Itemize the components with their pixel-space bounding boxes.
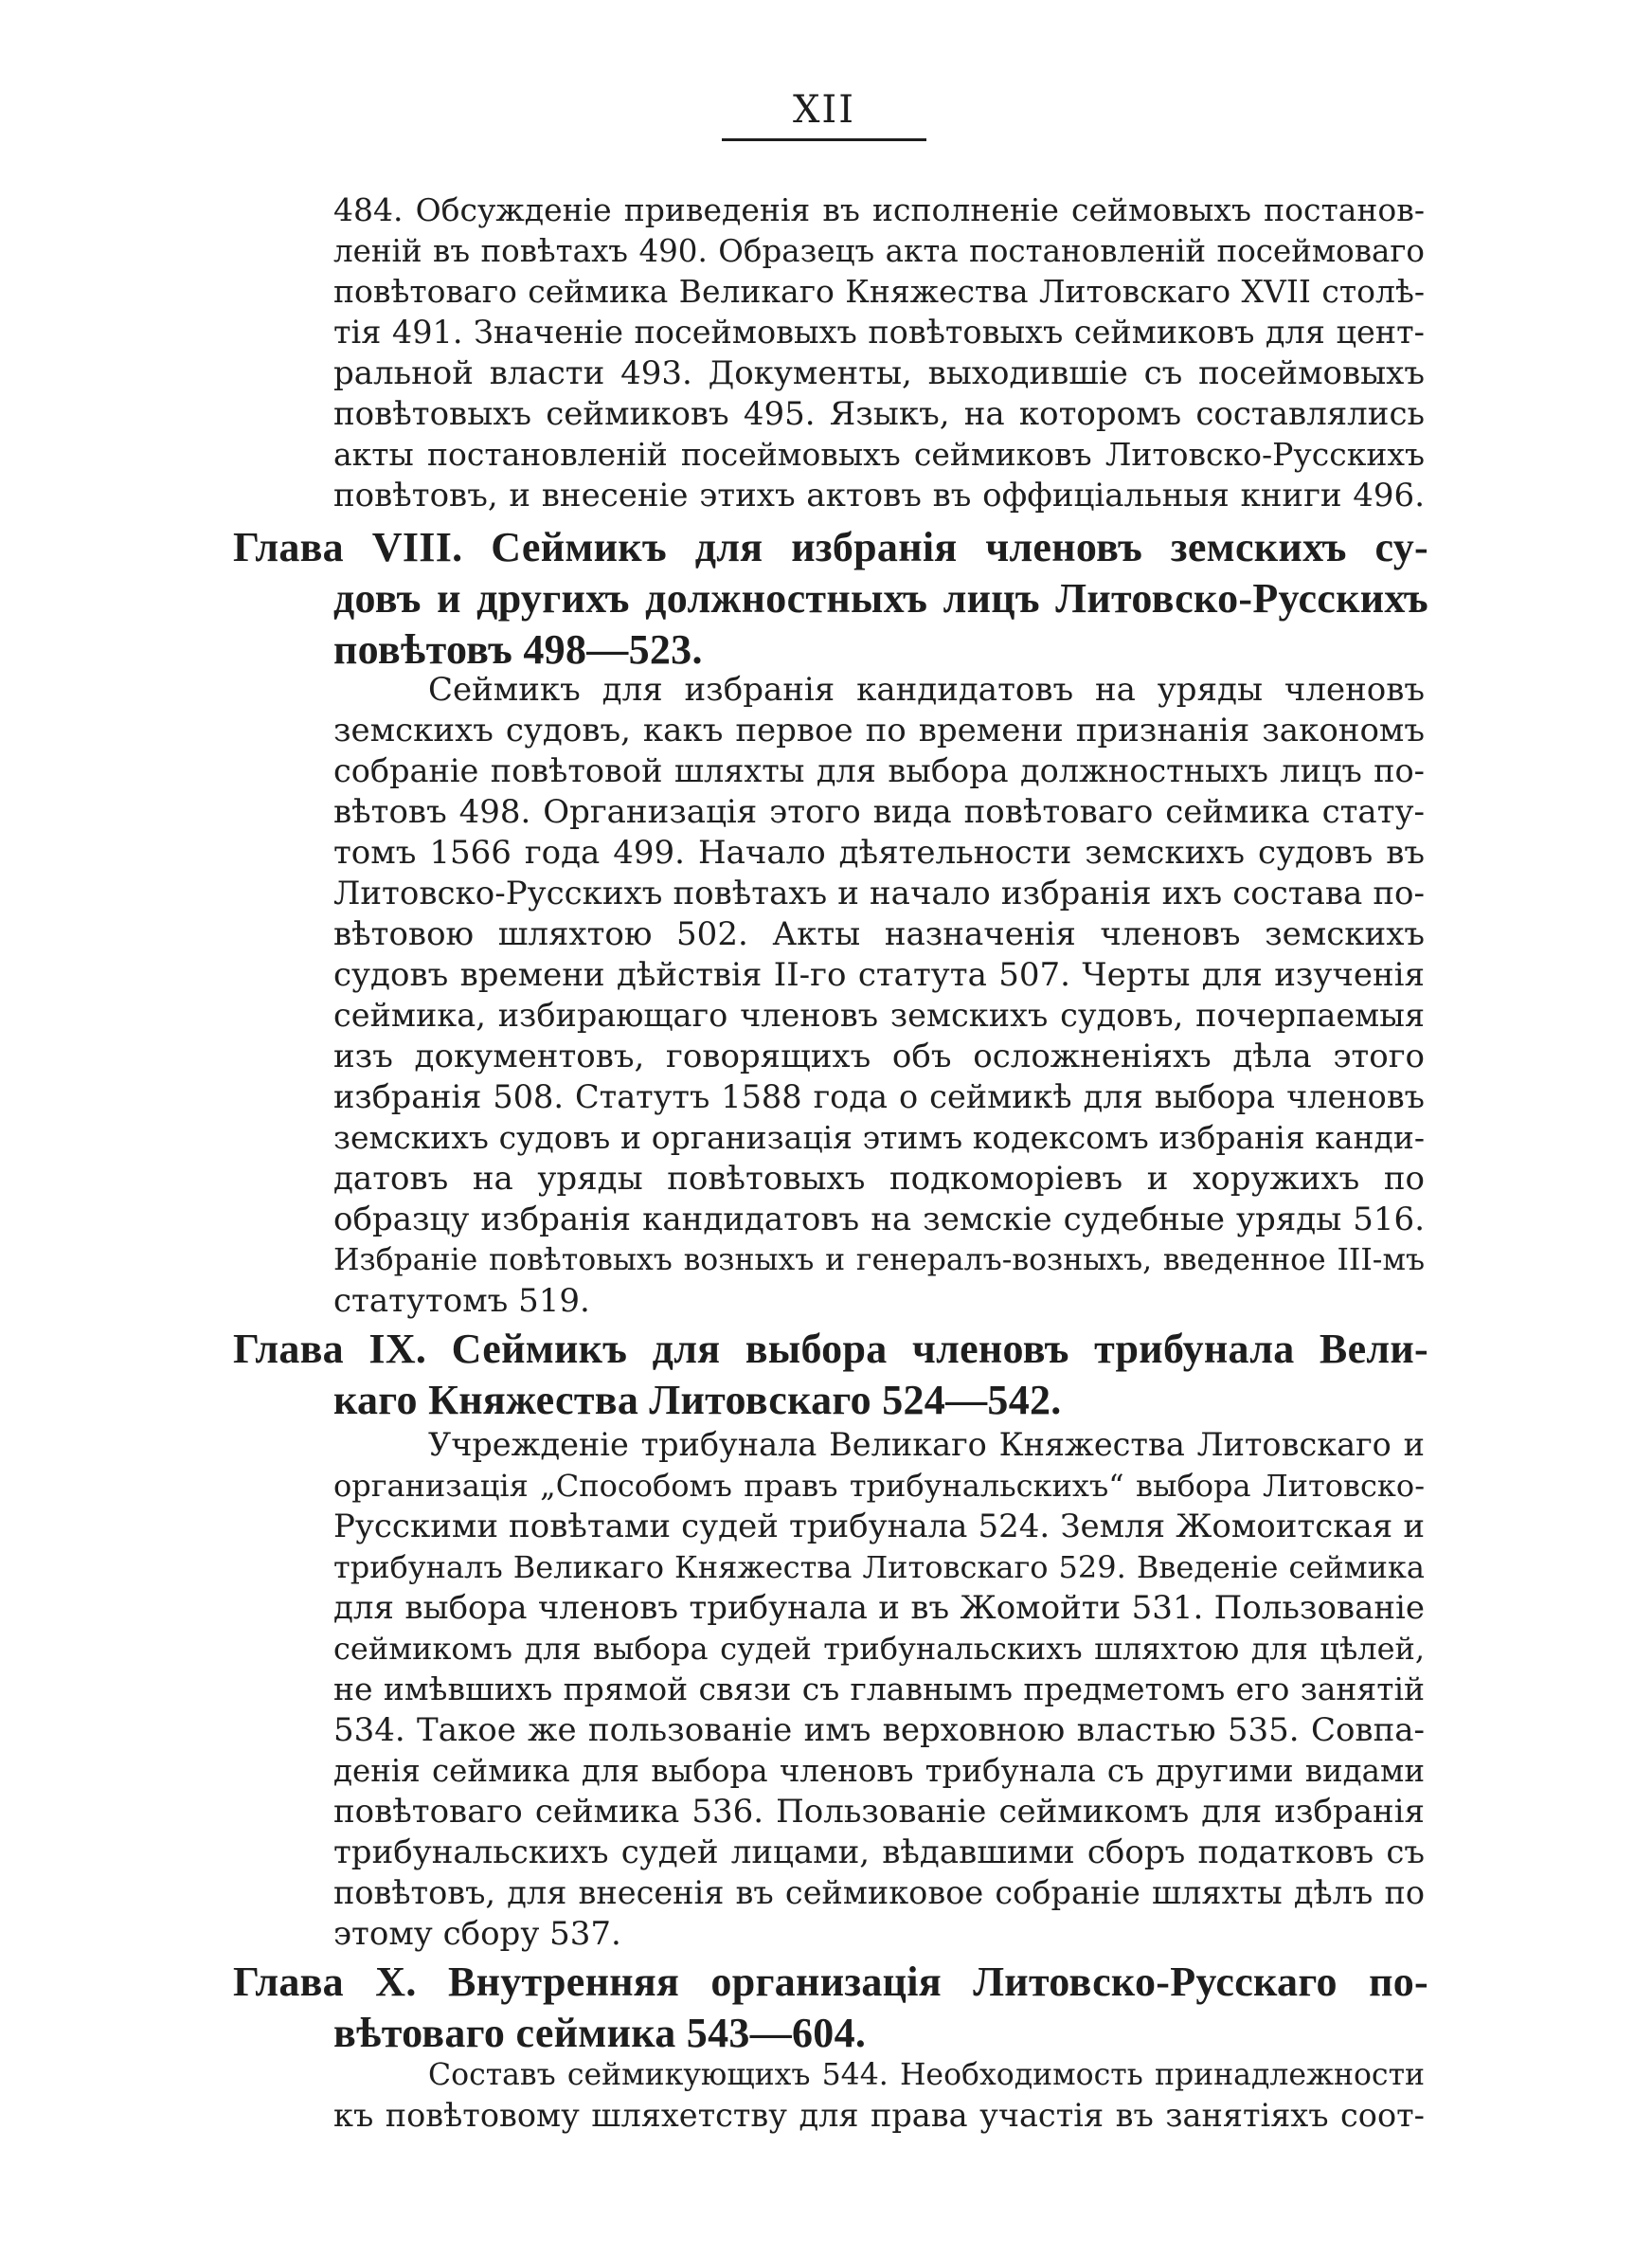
chapter-10-heading: вѣтоваго сеймика 543—604.	[333, 2010, 867, 2056]
body-line: изъ документовъ, говорящихъ объ осложненіяхъ дѣла этого	[333, 1038, 1425, 1075]
body-line: трибуналъ Великаго Княжества Литовскаго 529. Введеніе сеймика	[333, 1549, 1425, 1585]
body-line: денія сеймика для выбора членовъ трибунала съ другими видами	[333, 1753, 1425, 1789]
body-line: Избраніе повѣтовыхъ возныхъ и генералъ-возныхъ, введенное III-мъ	[333, 1243, 1425, 1277]
chapter-9-heading: каго Княжества Литовскаго 524—542.	[333, 1377, 1062, 1423]
chapter-8-heading: повѣтовъ 498—523.	[333, 626, 703, 673]
body-line: томъ 1566 года 499. Начало дѣятельности земскихъ судовъ въ	[333, 834, 1425, 872]
body-line: организація „Способомъ правъ трибунальскихъ“ выбора Литовско-	[333, 1468, 1425, 1504]
body-line: не имѣвшихъ прямой связи съ главнымъ предметомъ его занятій	[333, 1670, 1425, 1707]
body-line: Сеймикъ для избранія кандидатовъ на уряды членовъ	[428, 671, 1425, 709]
body-line: трибунальскихъ судей лицами, вѣдавшими сборъ податковъ съ	[333, 1833, 1425, 1871]
body-line: Составъ сеймикующихъ 544. Необходимость принадлежности	[428, 2058, 1425, 2092]
body-line: этому сбору 537.	[333, 1915, 621, 1953]
chapter-10-heading: Глава X. Внутренняя организація Литовско-Русскаго по-	[233, 1959, 1428, 2005]
body-line: къ повѣтовому шляхетству для права участія въ занятіяхъ соот-	[333, 2097, 1425, 2134]
chapter-9-heading: Глава IX. Сеймикъ для выбора членовъ трибунала Вели-	[233, 1326, 1428, 1372]
body-line: 484. Обсужденіе приведенія въ исполненіе сеймовыхъ постанов-	[333, 191, 1425, 228]
body-line: образцу избранія кандидатовъ на земскіе судебные уряды 516.	[333, 1201, 1425, 1238]
body-line: повѣтовъ, и внесеніе этихъ актовъ въ оффиціальныя книги 496.	[333, 477, 1425, 515]
page-number: XII	[792, 88, 856, 132]
body-line: Русскими повѣтами судей трибунала 524. Земля Жомоитская и	[333, 1508, 1425, 1545]
body-line: тія 491. Значеніе посеймовыхъ повѣтовыхъ сеймиковъ для цент-	[333, 314, 1425, 351]
body-line: повѣтовыхъ сеймиковъ 495. Языкъ, на которомъ составлялись	[333, 395, 1425, 433]
body-line: леній въ повѣтахъ 490. Образецъ акта постановленій посеймоваго	[333, 233, 1425, 269]
body-line: земскихъ судовъ, какъ первое по времени признанія закономъ	[333, 712, 1425, 749]
body-line: ральной власти 493. Документы, выходившіе съ посеймовыхъ	[333, 354, 1425, 392]
body-line: собраніе повѣтовой шляхты для выбора должностныхъ лицъ по-	[333, 752, 1425, 789]
body-line: судовъ времени дѣйствія II-го статута 507. Черты для изученія	[333, 956, 1425, 994]
body-line: акты постановленій посеймовыхъ сеймиковъ Литовско-Русскихъ	[333, 436, 1425, 473]
body-line: сеймика, избирающаго членовъ земскихъ судовъ, почерпаемыя	[333, 997, 1425, 1034]
body-line: вѣтовъ 498. Организація этого вида повѣтоваго сеймика стату-	[333, 793, 1425, 831]
body-line: для выбора членовъ трибунала и въ Жомойти 531. Пользованіе	[333, 1589, 1425, 1627]
body-line: статутомъ 519.	[333, 1282, 590, 1320]
body-line: вѣтовою шляхтою 502. Акты назначенія членовъ земскихъ	[333, 915, 1425, 953]
body-line: датовъ на уряды повѣтовыхъ подкоморіевъ и хоружихъ по	[333, 1160, 1425, 1198]
body-line: Литовско-Русскихъ повѣтахъ и начало избранія ихъ состава по-	[333, 875, 1425, 912]
body-line: Учрежденіе трибунала Великаго Княжества Литовскаго и	[428, 1426, 1425, 1463]
body-line: сеймикомъ для выбора судей трибунальскихъ шляхтою для цѣлей,	[333, 1631, 1425, 1667]
body-line: повѣтоваго сеймика 536. Пользованіе сеймикомъ для избранія	[333, 1793, 1425, 1831]
body-line: земскихъ судовъ и организація этимъ кодексомъ избранія канди-	[333, 1119, 1425, 1156]
body-line: избранія 508. Статутъ 1588 года о сеймикѣ для выбора членовъ	[333, 1078, 1425, 1115]
body-line: 534. Такое же пользованіе имъ верховною властью 535. Совпа-	[333, 1711, 1425, 1749]
chapter-8-heading: Глава VIII. Сеймикъ для избранія членовъ земскихъ су-	[233, 524, 1428, 570]
chapter-8-heading: довъ и другихъ должностныхъ лицъ Литовско-Русскихъ	[333, 575, 1428, 622]
body-line: повѣтовъ, для внесенія въ сеймиковое собраніе шляхты дѣлъ по	[333, 1874, 1425, 1911]
body-line: повѣтоваго сеймика Великаго Княжества Литовскаго XVII столѣ-	[333, 273, 1425, 310]
page-number-rule	[722, 138, 926, 141]
